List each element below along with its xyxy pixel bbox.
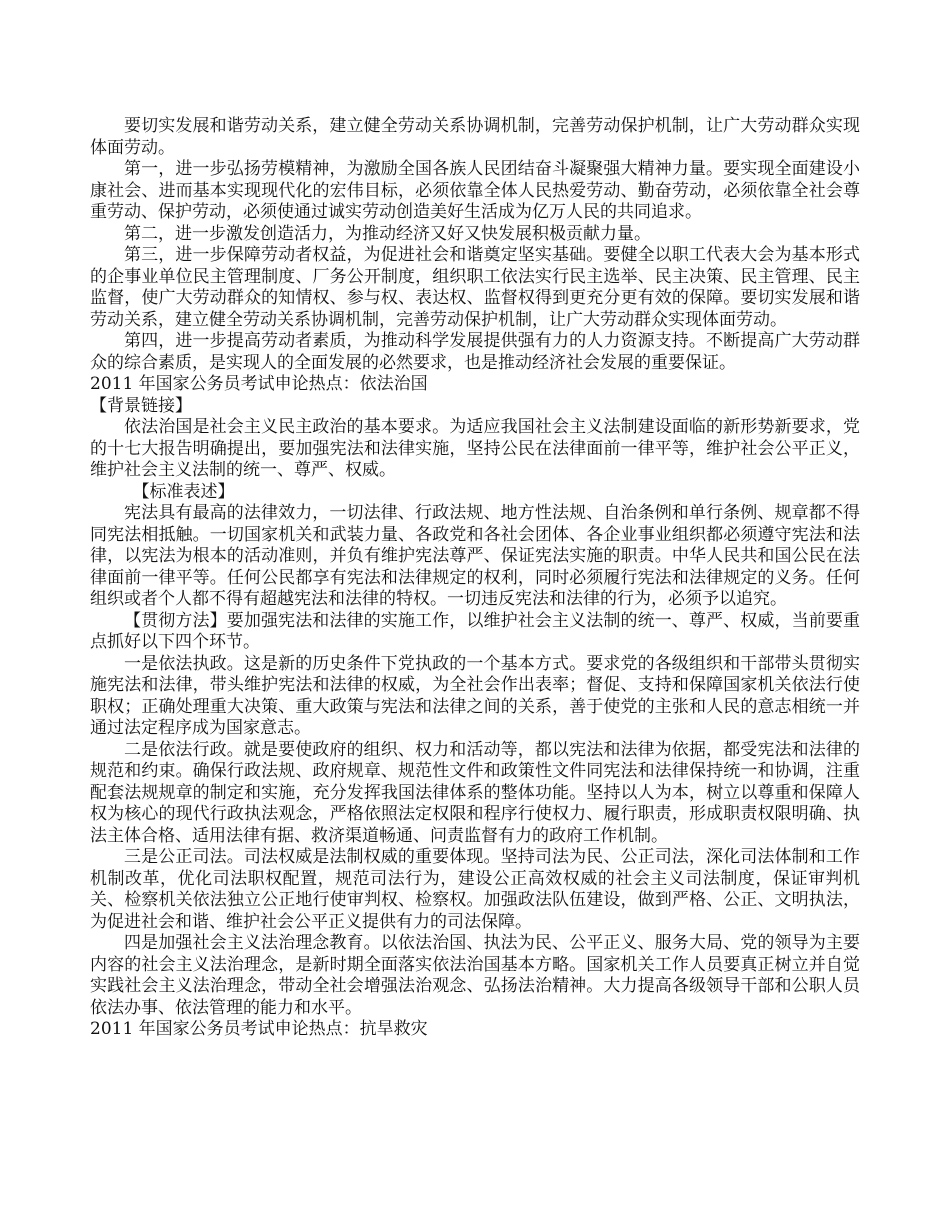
- label-standard-statement: 【标准表述】: [132, 481, 235, 502]
- paragraph-background: 依法治国是社会主义民主政治的基本要求。为适应我国社会主义法制建设面临的新形势新要求，党的十七大报告明确提出，要加强宪法和法律实施，坚持公民在法律面前一律平等，维护社会公平正义，维护社会主义法制的统一、尊严、权威。: [90, 417, 860, 480]
- paragraph-rule-of-law-education: 四是加强社会主义法治理念教育。以依法治国、执法为民、公平正义、服务大局、党的领导为主要内容的社会主义法治理念，是新时期全面落实依法治国基本方略。国家机关工作人员要真正树立并自觉实践社会主义法治理念，带动全社会增强法治观念、弘扬法治精神。大力提高各级领导干部和公职人员依法办事、依法管理的能力和水平。: [90, 933, 860, 1018]
- paragraph-labor-relations: 要切实发展和谐劳动关系，建立健全劳动关系协调机制，完善劳动保护机制，让广大劳动群众实现体面劳动。: [90, 116, 860, 158]
- section-title-drought-relief: 2011 年国家公务员考试申论热点：抗旱救灾: [90, 1019, 428, 1039]
- document-body: [90, 116, 860, 1041]
- label-background-link: 【背景链接】: [90, 395, 192, 416]
- paragraph-governing-by-law: 一是依法执政。这是新的历史条件下党执政的一个基本方式。要求党的各级组织和干部带头贯彻实施宪法和法律，带头维护宪法和法律的权威，为全社会作出表率；督促、支持和保障国家机关依法行使职权；正确处理重大决策、重大政策与宪法和法律之间的关系，善于使党的主张和人民的意志相统一并通过法定程序成为国家意志。: [90, 653, 860, 738]
- paragraph-administration-by-law: 二是依法行政。就是要使政府的组织、权力和活动等，都以宪法和法律为依据，都受宪法和法律的规范和约束。确保行政法规、政府规章、规范性文件和政策性文件同宪法和法律保持统一和协调，注重配套法规规章的制定和实施，充分发挥我国法律体系的整体功能。坚持以人为本，树立以尊重和保障人权为核心的现代行政执法观念，严格依照法定权限和程序行使权力、履行职责，形成职责权限明确、执法主体合格、适用法律有据、救济渠道畅通、问责监督有力的政府工作机制。: [90, 739, 860, 846]
- paragraph-point-two: 第二，进一步激发创造活力，为推动经济又好又快发展积极贡献力量。: [124, 223, 651, 244]
- paragraph-fair-justice: 三是公正司法。司法权威是法制权威的重要体现。坚持司法为民、公正司法，深化司法体制和工作机制改革，优化司法职权配置，规范司法行为，建设公正高效权威的社会主义司法制度，保证审判机关、检察机关依法独立公正地行使审判权、检察权。加强政法队伍建设，做到严格、公正、文明执法，为促进社会和谐、维护社会公平正义提供有力的司法保障。: [90, 847, 860, 932]
- section-title-rule-of-law: 2011 年国家公务员考试申论热点：依法治国: [90, 374, 428, 394]
- paragraph-point-three: 第三，进一步保障劳动者权益，为促进社会和谐奠定坚实基础。要健全以职工代表大会为基本形式的企事业单位民主管理制度、厂务公开制度，组织职工依法实行民主选举、民主决策、民主管理、民主监督，使广大劳动群众的知情权、参与权、表达权、监督权得到更充分更有效的保障。要切实发展和谐劳动关系，建立健全劳动关系协调机制，完善劳动保护机制，让广大劳动群众实现体面劳动。: [90, 245, 860, 330]
- paragraph-point-one: 第一，进一步弘扬劳模精神，为激励全国各族人民团结奋斗凝聚强大精神力量。要实现全面建设小康社会、进而基本实现现代化的宏伟目标，必须依靠全体人民热爱劳动、勤奋劳动，必须依靠全社会尊重劳动、保护劳动，必须使通过诚实劳动创造美好生活成为亿万人民的共同追求。: [90, 159, 860, 222]
- paragraph-constitution: 宪法具有最高的法律效力，一切法律、行政法规、地方性法规、自治条例和单行条例、规章都不得同宪法相抵触。一切国家机关和武装力量、各政党和各社会团体、各企业事业组织都必须遵守宪法和法律，以宪法为根本的活动准则，并负有维护宪法尊严、保证宪法实施的职责。中华人民共和国公民在法律面前一律平等。任何公民都享有宪法和法律规定的权利，同时必须履行宪法和法律规定的义务。任何组织或者个人都不得有超越宪法和法律的特权。一切违反宪法和法律的行为，必须予以追究。: [90, 503, 860, 609]
- paragraph-point-four: 第四，进一步提高劳动者素质，为推动科学发展提供强有力的人力资源支持。不断提高广大劳动群众的综合素质，是实现人的全面发展的必然要求，也是推动经济社会发展的重要保证。: [90, 331, 860, 373]
- paragraph-implementation-method: 【贯彻方法】要加强宪法和法律的实施工作，以维护社会主义法制的统一、尊严、权威，当前要重点抓好以下四个环节。: [90, 610, 860, 652]
